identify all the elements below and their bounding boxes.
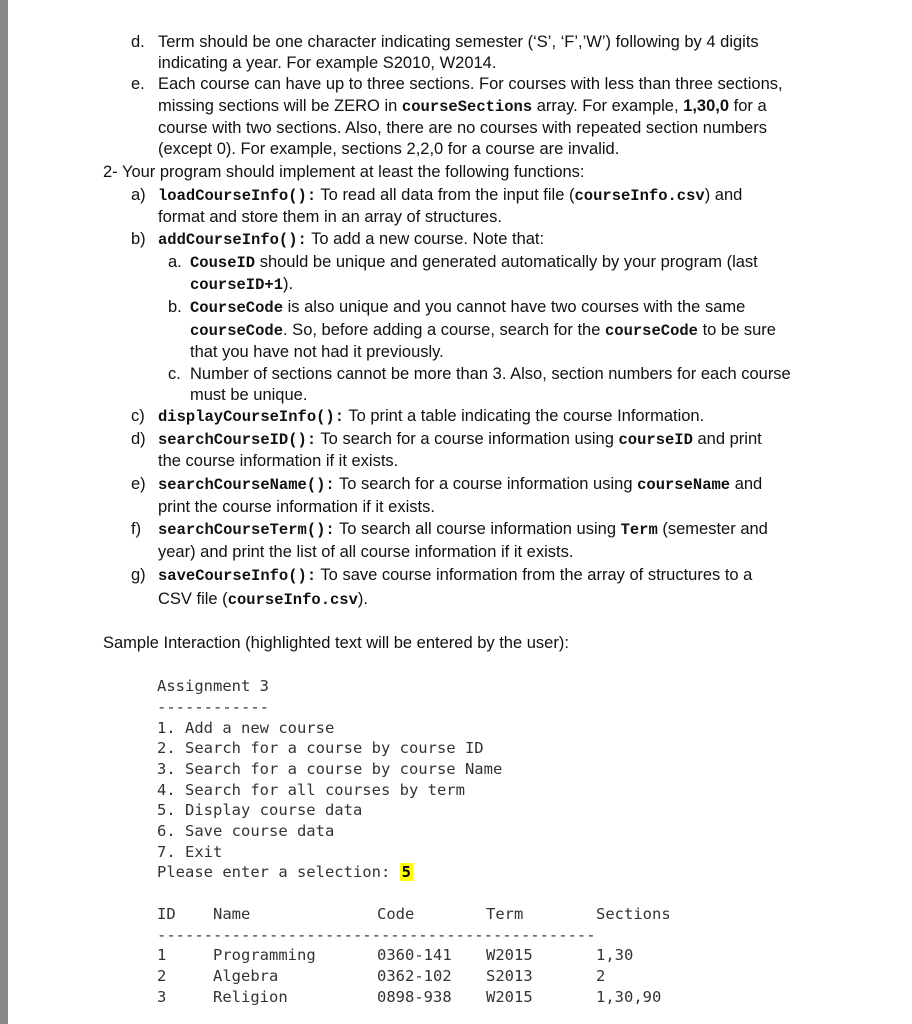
- text: . So, before adding a course, search for the: [283, 321, 605, 339]
- text: to be sure: [697, 321, 776, 339]
- func-name-search-id: searchCourseID():: [158, 431, 317, 449]
- func-c-line1: [158, 405, 704, 428]
- func-name-add: addCourseInfo():: [158, 231, 307, 249]
- row-1-code: 0360-141: [377, 946, 452, 964]
- sample-heading: Sample Interaction (highlighted text will be entered by the user):: [103, 634, 569, 652]
- func-g-marker: g): [131, 566, 146, 584]
- row-1-sections: 1,30: [596, 946, 634, 964]
- row-2-term: S2013: [486, 967, 533, 985]
- text: should be unique and generated automatically by your program (last: [255, 253, 758, 271]
- row-3-name: Religion: [213, 988, 288, 1006]
- func-f-marker: f): [131, 520, 142, 538]
- menu-item-4: 4. Search for all courses by term: [157, 781, 465, 799]
- file-name: courseInfo.csv: [227, 591, 358, 609]
- func-f-line2: year) and print the list of all course information if it exists.: [158, 543, 574, 561]
- col-header-id: ID: [157, 905, 176, 923]
- menu-item-2: 2. Search for a course by course ID: [157, 739, 484, 757]
- item-e-line3: course with two sections. Also, there are no courses with repeated section numbers: [158, 119, 767, 137]
- text: To search all course information using: [334, 520, 621, 538]
- func-e-line1: [158, 473, 762, 496]
- row-2-code: 0362-102: [377, 967, 452, 985]
- code-course-id-plus-one: courseID+1: [190, 276, 284, 294]
- text: To search for a course information using: [316, 430, 619, 448]
- row-2-name: Algebra: [213, 967, 279, 985]
- col-header-code: Code: [377, 905, 415, 923]
- text: (semester and: [657, 520, 768, 538]
- code-couse-id: CouseID: [190, 254, 256, 272]
- text: ) and: [704, 186, 743, 204]
- row-2-sections: 2: [596, 967, 606, 985]
- func-c-marker: c): [131, 407, 145, 425]
- text: To read all data from the input file (: [316, 186, 575, 204]
- code-course-code: courseCode: [604, 322, 698, 340]
- func-b-line1: [158, 228, 544, 251]
- terminal-title-underline: ------------: [157, 698, 269, 716]
- code-course-name: courseName: [637, 476, 731, 494]
- text: missing sections will be ZERO in: [158, 97, 402, 115]
- text: and: [730, 475, 763, 493]
- func-b-sub-c-marker: c.: [168, 365, 181, 383]
- text: ).: [283, 275, 294, 293]
- menu-item-3: 3. Search for a course by course Name: [157, 760, 503, 778]
- code-course-code: courseCode: [190, 322, 284, 340]
- text: CSV file (: [158, 590, 228, 608]
- item-e-line4: (except 0). For example, sections 2,2,0 for a course are invalid.: [158, 140, 620, 158]
- func-name-load: loadCourseInfo():: [158, 187, 317, 205]
- text: To save course information from the array of structures to a: [316, 566, 753, 584]
- func-d-line1: [158, 428, 762, 451]
- row-1-term: W2015: [486, 946, 533, 964]
- row-3-sections: 1,30,90: [596, 988, 662, 1006]
- code-term: Term: [620, 521, 658, 539]
- table-divider: -----------------------------------------------: [157, 926, 596, 944]
- func-a-marker: a): [131, 186, 146, 204]
- item-d-marker: d.: [131, 33, 145, 51]
- row-1-id: 1: [157, 946, 167, 964]
- func-a-line1: [158, 184, 742, 207]
- selection-prompt: [157, 862, 413, 883]
- func-name-search-name: searchCourseName():: [158, 476, 335, 494]
- func-name-search-term: searchCourseTerm():: [158, 521, 335, 539]
- col-header-term: Term: [486, 905, 524, 923]
- prompt-label: Please enter a selection:: [157, 863, 400, 881]
- row-2-id: 2: [157, 967, 167, 985]
- text: and print: [692, 430, 762, 448]
- code-course-sections: courseSections: [401, 98, 533, 116]
- row-3-id: 3: [157, 988, 167, 1006]
- item-e-marker: e.: [131, 75, 145, 93]
- example-sections: 1,30,0: [683, 97, 730, 115]
- func-e-marker: e): [131, 475, 146, 493]
- func-b-sub-b-line1: [190, 296, 745, 319]
- func-b-sub-a-marker: a.: [168, 253, 182, 271]
- func-name-save: saveCourseInfo():: [158, 567, 317, 585]
- menu-item-5: 5. Display course data: [157, 801, 363, 819]
- code-course-code: CourseCode: [190, 299, 284, 317]
- terminal-title: Assignment 3: [157, 677, 269, 695]
- file-name: courseInfo.csv: [574, 187, 705, 205]
- func-name-display: displayCourseInfo():: [158, 408, 345, 426]
- text: To search for a course information using: [334, 475, 638, 493]
- menu-item-6: 6. Save course data: [157, 822, 335, 840]
- row-3-term: W2015: [486, 988, 533, 1006]
- section-2-title: 2- Your program should implement at least the following functions:: [103, 163, 585, 181]
- func-g-line2: [158, 588, 368, 611]
- func-e-line2: print the course information if it exists.: [158, 498, 435, 516]
- func-g-line1: [158, 564, 752, 587]
- func-b-sub-b-line2: [190, 319, 776, 342]
- col-header-name: Name: [213, 905, 251, 923]
- text: array. For example,: [532, 97, 684, 115]
- item-d-line2: indicating a year. For example S2010, W2014.: [158, 54, 497, 72]
- func-b-sub-b-marker: b.: [168, 298, 182, 316]
- text: is also unique and you cannot have two courses with the same: [283, 298, 746, 316]
- text: To add a new course. Note that:: [306, 230, 545, 248]
- func-b-sub-a-line1: [190, 251, 758, 274]
- func-f-line1: [158, 518, 768, 541]
- func-b-sub-c-line1: Number of sections cannot be more than 3. Also, section numbers for each course: [190, 365, 791, 383]
- col-header-sections: Sections: [596, 905, 671, 923]
- row-3-code: 0898-938: [377, 988, 452, 1006]
- code-course-id: courseID: [618, 431, 693, 449]
- func-b-sub-a-line2: [190, 273, 293, 296]
- func-d-marker: d): [131, 430, 146, 448]
- user-input-highlight: 5: [401, 863, 411, 881]
- item-e-line2: [158, 95, 767, 118]
- func-b-marker: b): [131, 230, 146, 248]
- item-e-line1: Each course can have up to three sections. For courses with less than three sections,: [158, 75, 783, 93]
- item-d-line1: Term should be one character indicating semester (‘S’, ‘F’,’W’) following by 4 digits: [158, 33, 759, 51]
- row-1-name: Programming: [213, 946, 316, 964]
- func-d-line2: the course information if it exists.: [158, 452, 399, 470]
- func-b-sub-b-line3: that you have not had it previously.: [190, 343, 444, 361]
- menu-item-1: 1. Add a new course: [157, 719, 335, 737]
- func-b-sub-c-line2: must be unique.: [190, 386, 308, 404]
- text: ).: [357, 590, 369, 608]
- text: To print a table indicating the course Information.: [344, 407, 705, 425]
- text: for a: [729, 97, 767, 115]
- func-a-line2: format and store them in an array of structures.: [158, 208, 502, 226]
- menu-item-7: 7. Exit: [157, 843, 223, 861]
